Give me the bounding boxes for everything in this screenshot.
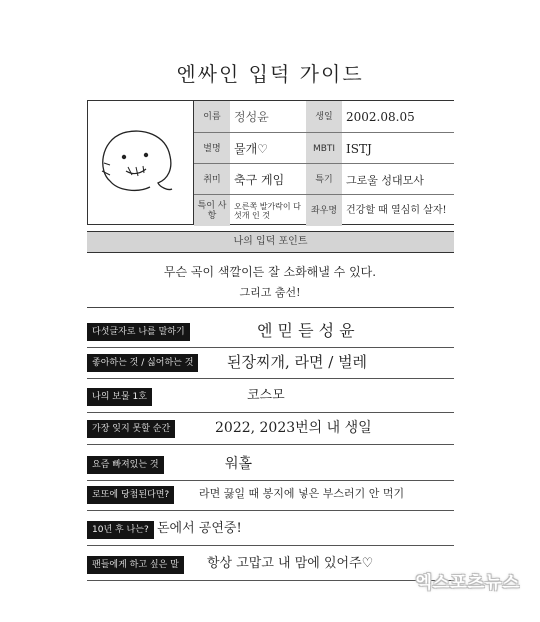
qa-underline	[87, 545, 454, 546]
qa-row	[87, 521, 454, 543]
entry-point-heading: 나의 입덕 포인트	[87, 231, 454, 253]
qa-answer: 라면 끓일 때 봉지에 넣은 부스러기 안 먹기	[199, 487, 405, 500]
seal-doodle-icon	[88, 101, 195, 226]
profile-row	[194, 163, 454, 195]
qa-row	[87, 388, 454, 410]
qa-underline	[87, 444, 454, 445]
qa-answer: 워홀	[225, 456, 253, 472]
qa-label: 다섯글자로 나를 말하기	[87, 323, 190, 341]
qa-answer: 항상 고맙고 내 맘에 있어주♡	[207, 556, 374, 571]
qa-answer: 코스모	[247, 388, 285, 403]
motto-label: 좌우명	[306, 195, 342, 226]
qa-underline	[87, 480, 454, 481]
page-title: 엔싸인 입덕 가이드	[176, 62, 364, 86]
entry-point-text	[0, 263, 540, 300]
entry-point-line2: 그리고 춤선!	[239, 286, 301, 299]
qa-underline	[87, 347, 454, 348]
hobby-value: 축구 게임	[234, 173, 285, 187]
mbti-value: ISTJ	[346, 141, 372, 156]
qa-row	[87, 486, 454, 508]
qa-answer: 2022, 2023번의 내 생일	[215, 420, 372, 436]
qa-label: 좋아하는 것 / 싫어하는 것	[87, 354, 198, 372]
talent-value: 그로울 성대모사	[346, 173, 424, 187]
special-note-value: 오른쪽 발가락이 다섯개 인 것	[234, 201, 301, 220]
qa-answer: 된장찌개, 라면 / 벌레	[227, 353, 368, 371]
qa-underline	[87, 580, 454, 581]
qa-underline	[87, 378, 454, 379]
qa-row	[87, 420, 454, 442]
qa-row	[87, 556, 454, 578]
profile-row	[194, 132, 454, 164]
birthday-value: 2002.08.05	[346, 109, 415, 124]
talent-label: 특기	[306, 164, 342, 195]
watermark-logo: 엑스포츠뉴스	[415, 573, 520, 593]
qa-answer: 돈에서 공연중!	[157, 521, 242, 536]
qa-label: 로또에 당첨된다면?	[87, 486, 174, 504]
qa-label: 나의 보물 1호	[87, 388, 152, 406]
nickname-value: 물개♡	[234, 142, 268, 156]
profile-row	[194, 194, 454, 226]
qa-label: 10년 후 나는?	[87, 521, 154, 539]
section-divider	[87, 307, 454, 308]
qa-underline	[87, 510, 454, 511]
profile-info-grid	[194, 100, 454, 225]
mbti-label: MBTI	[306, 133, 342, 164]
photo-box	[87, 100, 194, 225]
profile-row	[194, 101, 454, 132]
birthday-label: 생일	[306, 101, 342, 132]
name-label: 이름	[194, 101, 230, 132]
qa-underline	[87, 412, 454, 413]
name-value: 정성윤	[234, 110, 269, 124]
qa-row	[87, 456, 454, 478]
hobby-label: 취미	[194, 164, 230, 195]
qa-label: 팬들에게 하고 싶은 말	[87, 556, 184, 574]
qa-row	[87, 323, 454, 345]
qa-label: 요즘 빠져있는 것	[87, 456, 164, 474]
qa-answer: 엔 믿 듣 성 윤	[257, 321, 355, 340]
qa-label: 가장 잊지 못할 순간	[87, 420, 175, 438]
qa-row	[87, 354, 454, 376]
motto-value: 건강할 때 열심히 살자!	[346, 205, 447, 216]
nickname-label: 별명	[194, 133, 230, 164]
special-note-label: 특이 사항	[194, 195, 230, 226]
entry-point-line1: 무슨 곡이 색깔이든 잘 소화해낼 수 있다.	[163, 265, 377, 279]
